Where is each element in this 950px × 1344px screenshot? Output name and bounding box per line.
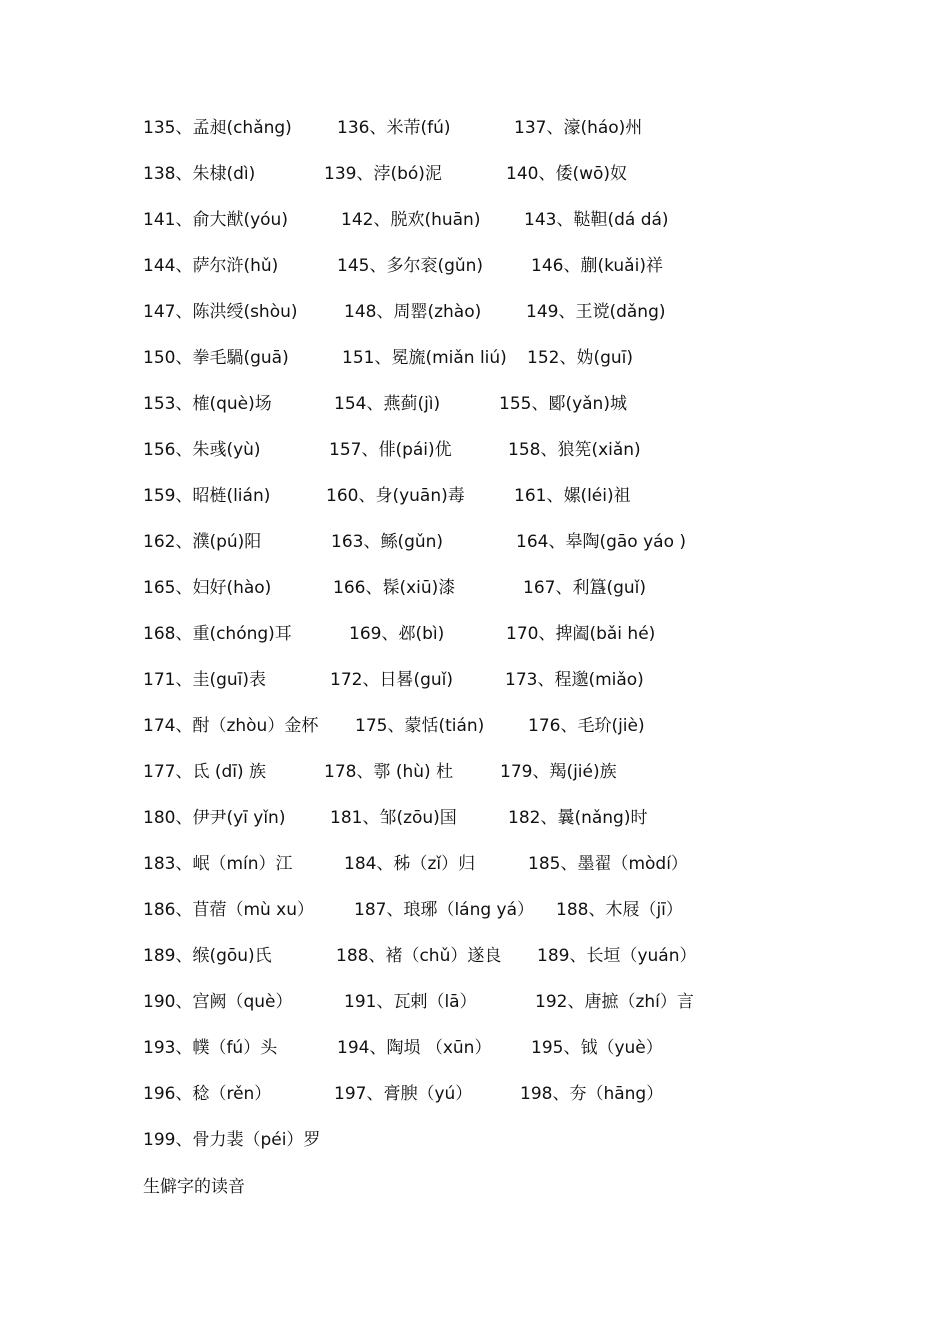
entry: 171、圭(guī)表 <box>143 670 267 690</box>
entry: 139、浡(bó)泥 <box>324 164 442 184</box>
entry: 142、脱欢(huān) <box>341 210 481 230</box>
entry: 190、宫阙（què） <box>143 992 293 1012</box>
entry: 136、米芾(fú) <box>337 118 451 138</box>
entry: 147、陈洪绶(shòu) <box>143 302 298 322</box>
entry: 165、妇好(hào) <box>143 578 272 598</box>
entry: 177、氐 (dī) 族 <box>143 762 267 782</box>
entry: 167、利簋(guǐ) <box>523 578 647 598</box>
entry-row <box>0 205 950 235</box>
entry: 176、毛玠(jiè) <box>528 716 645 736</box>
entry-row <box>0 941 950 971</box>
entry: 166、髹(xiū)漆 <box>333 578 456 598</box>
entry: 198、夯（hāng） <box>520 1084 664 1104</box>
entry-row <box>0 435 950 465</box>
entry-row <box>0 113 950 143</box>
entry: 189、缑(gōu)氏 <box>143 946 272 966</box>
entry: 197、膏腴（yú） <box>334 1084 473 1104</box>
entry: 194、陶埙 （xūn） <box>337 1038 492 1058</box>
entry: 173、程邈(miǎo) <box>505 670 644 690</box>
section-title: 生僻字的读音 <box>143 1177 245 1197</box>
entry-row <box>0 1079 950 1109</box>
entry: 157、俳(pái)优 <box>329 440 452 460</box>
entry: 181、邹(zōu)国 <box>330 808 457 828</box>
entry: 141、俞大猷(yóu) <box>143 210 288 230</box>
entry: 178、鄠 (hù) 杜 <box>324 762 454 782</box>
entry-row <box>0 987 950 1017</box>
entry: 135、孟昶(chǎng) <box>143 118 292 138</box>
entry-row <box>0 389 950 419</box>
entry: 188、木屐（jī） <box>556 900 683 920</box>
entry-row <box>0 711 950 741</box>
entry-row <box>0 297 950 327</box>
entry: 154、燕蓟(jì) <box>334 394 441 414</box>
entry: 140、倭(wō)奴 <box>506 164 628 184</box>
entry: 137、濠(háo)州 <box>514 118 643 138</box>
entry-row <box>0 803 950 833</box>
entry: 152、妫(guī) <box>527 348 634 368</box>
entry: 172、日晷(guǐ) <box>330 670 454 690</box>
entry: 185、墨翟（mòdí） <box>528 854 688 874</box>
entry-row <box>0 849 950 879</box>
entry: 170、捭阖(bǎi hé) <box>506 624 656 644</box>
entry: 180、伊尹(yī yǐn) <box>143 808 286 828</box>
entry: 153、榷(què)场 <box>143 394 272 414</box>
entry: 138、朱棣(dì) <box>143 164 256 184</box>
entry: 192、唐摭（zhí）言 <box>535 992 694 1012</box>
entry: 182、曩(nǎng)时 <box>508 808 648 828</box>
entry: 187、琅琊（láng yá） <box>354 900 535 920</box>
entry: 195、钺（yuè） <box>531 1038 663 1058</box>
entry: 159、昭梿(lián) <box>143 486 271 506</box>
entry-row <box>0 665 950 695</box>
entry: 150、拳毛騧(guā) <box>143 348 289 368</box>
entry-row <box>0 527 950 557</box>
entry: 189、长垣（yuán） <box>537 946 697 966</box>
entry: 196、稔（rěn） <box>143 1084 272 1104</box>
entry: 143、鞑靼(dá dá) <box>524 210 669 230</box>
entry-row <box>0 619 950 649</box>
entry-row <box>0 343 950 373</box>
entry: 155、郾(yǎn)城 <box>499 394 627 414</box>
entry: 169、邲(bì) <box>349 624 445 644</box>
entry-row <box>0 895 950 925</box>
entry: 148、周罂(zhào) <box>344 302 482 322</box>
entry: 160、身(yuān)毒 <box>326 486 465 506</box>
entry: 168、重(chóng)耳 <box>143 624 292 644</box>
entry: 146、蒯(kuǎi)祥 <box>531 256 663 276</box>
entry-row <box>0 159 950 189</box>
entry-row <box>0 481 950 511</box>
entry-row <box>0 1033 950 1063</box>
entry-row <box>0 757 950 787</box>
entry-row <box>0 1125 950 1155</box>
entry: 183、岷（mín）江 <box>143 854 293 874</box>
entry: 199、骨力裴（péi）罗 <box>143 1130 321 1150</box>
entry: 161、嫘(léi)祖 <box>514 486 631 506</box>
entry-row <box>0 251 950 281</box>
entry: 158、狼筅(xiǎn) <box>508 440 641 460</box>
entry: 191、瓦剌（lā） <box>344 992 477 1012</box>
entry: 193、幞（fú）头 <box>143 1038 278 1058</box>
entry: 186、苜蓿（mù xu） <box>143 900 315 920</box>
entry: 163、鲧(gǔn) <box>331 532 444 552</box>
entry: 184、秭（zǐ）归 <box>344 854 476 874</box>
entry: 175、蒙恬(tián) <box>355 716 485 736</box>
entry: 188、褚（chǔ）遂良 <box>336 946 502 966</box>
entry: 156、朱彧(yù) <box>143 440 261 460</box>
entry: 164、皋陶(gāo yáo ) <box>516 532 687 552</box>
entry: 174、酎（zhòu）金杯 <box>143 716 319 736</box>
entry: 179、羯(jié)族 <box>500 762 617 782</box>
entry: 162、濮(pú)阳 <box>143 532 262 552</box>
entry: 149、王谠(dǎng) <box>526 302 666 322</box>
entry: 145、多尔衮(gǔn) <box>337 256 484 276</box>
entry: 151、冕旒(miǎn liú) <box>342 348 507 368</box>
entry-row <box>0 573 950 603</box>
entry: 144、萨尔浒(hǔ) <box>143 256 279 276</box>
